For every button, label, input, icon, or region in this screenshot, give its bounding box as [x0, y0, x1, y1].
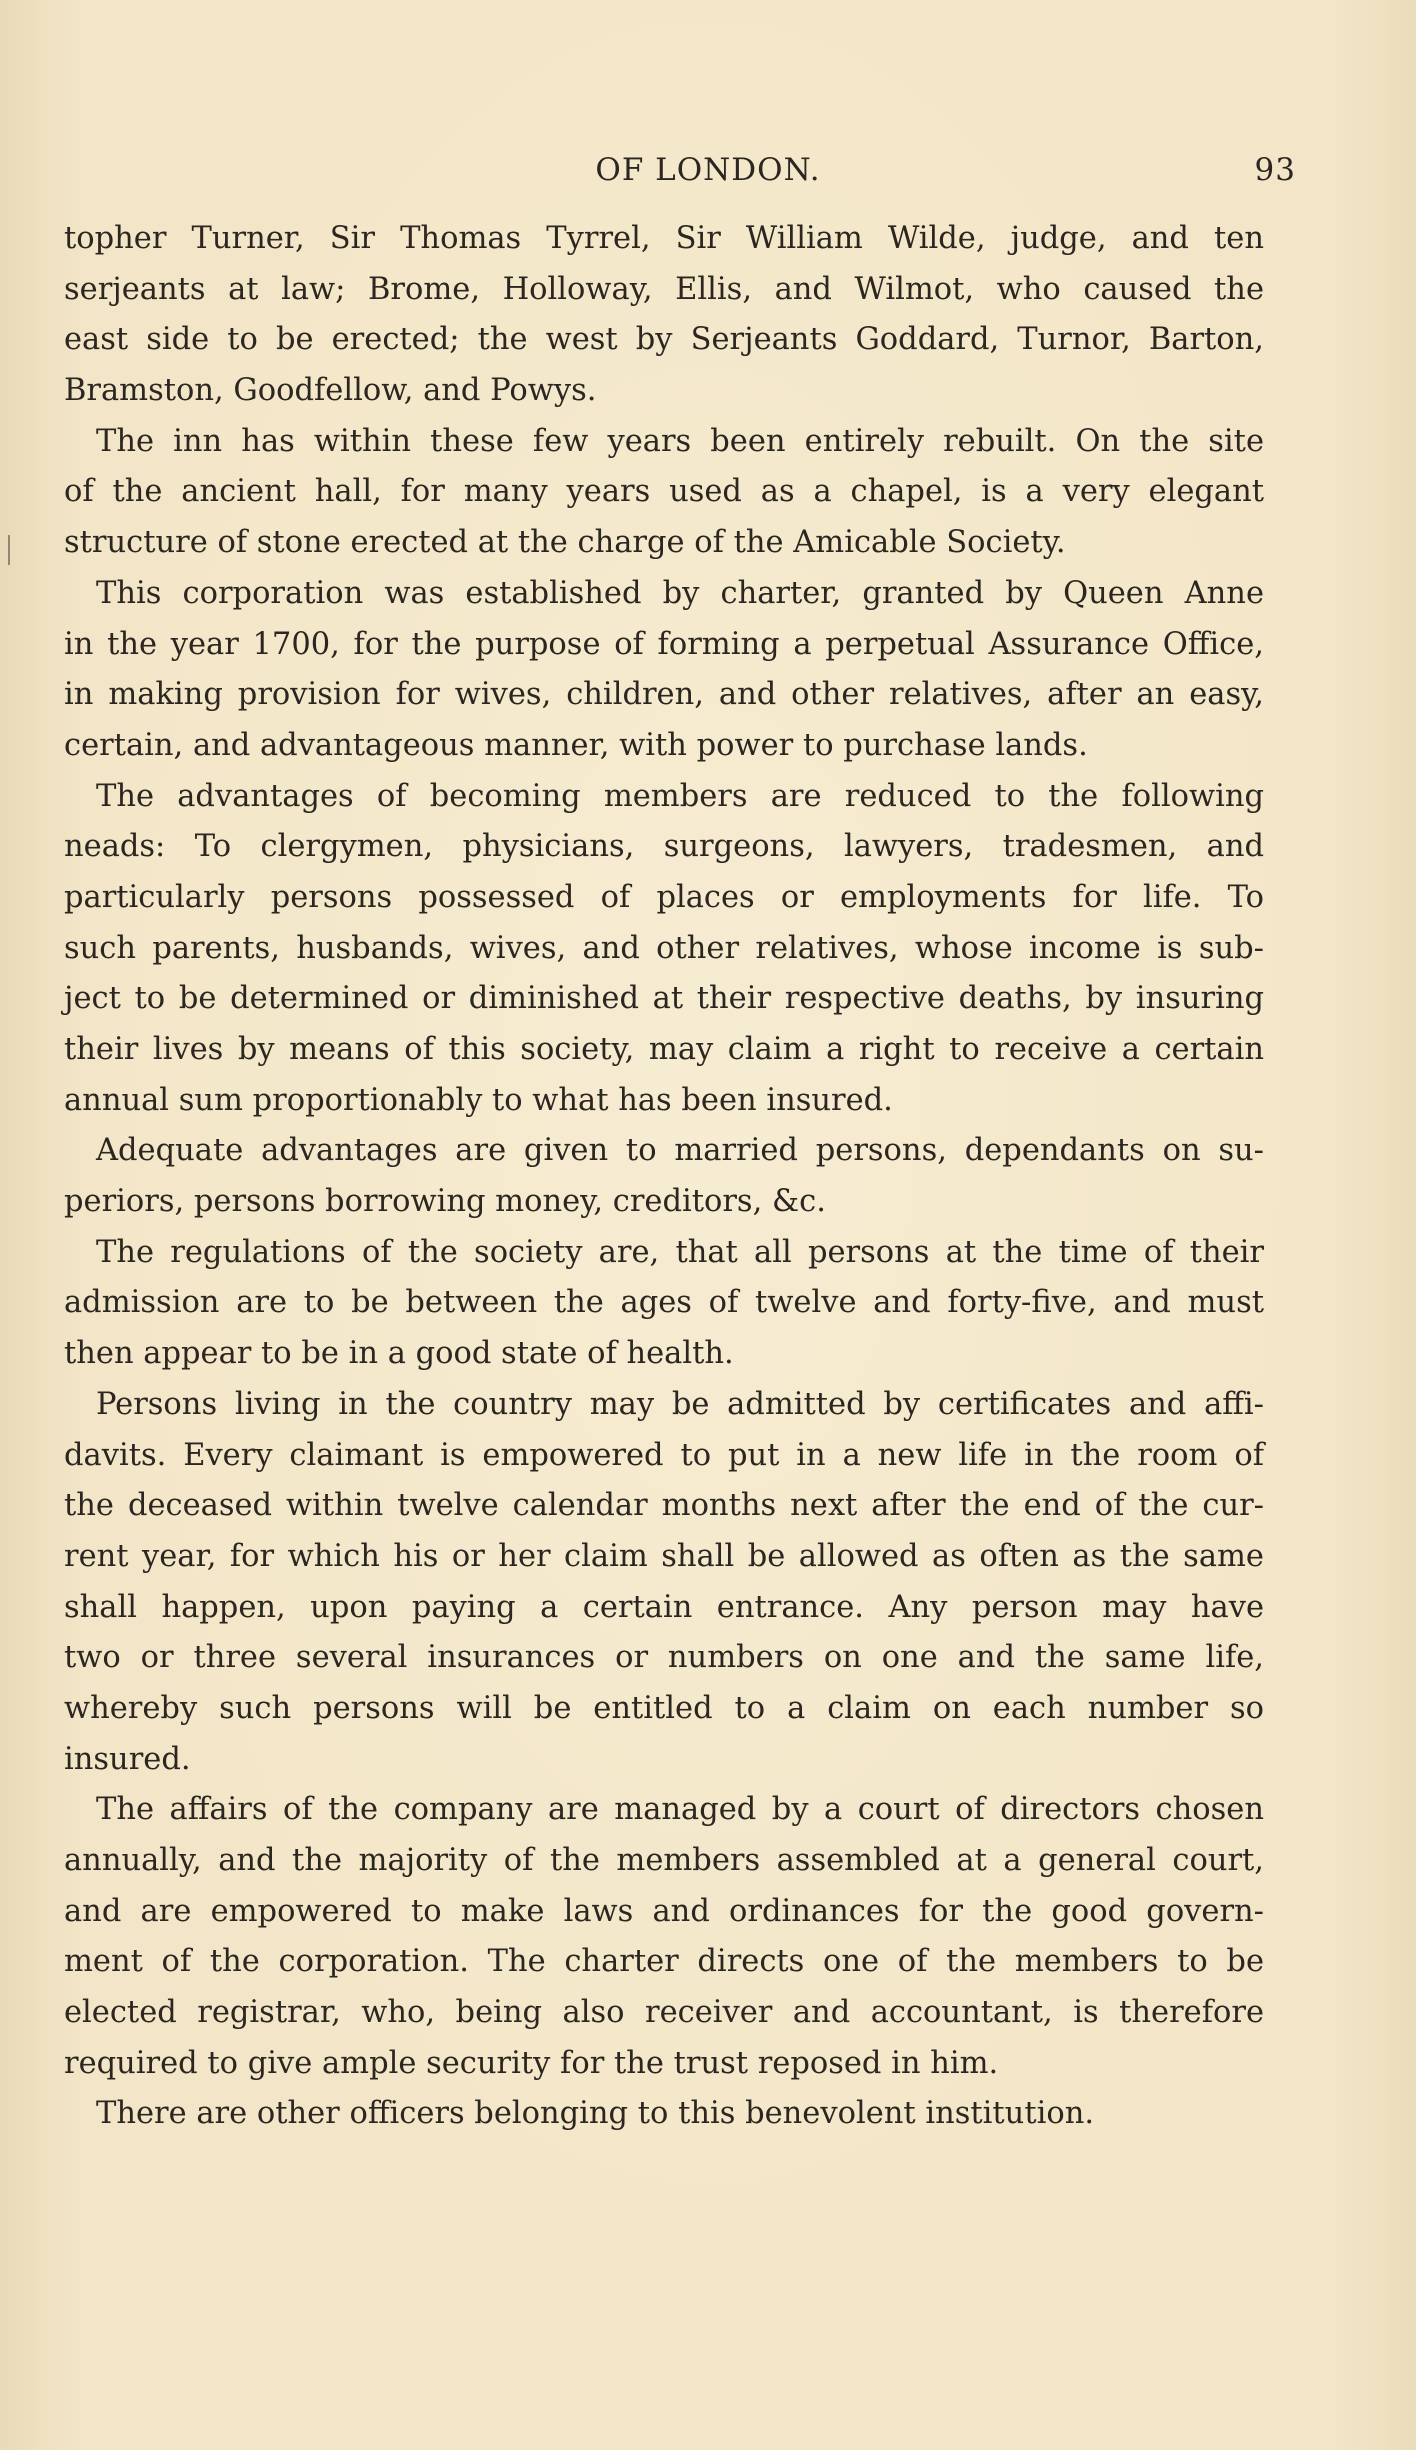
text-line: their lives by means of this society, may claim a right to receive a certain [64, 1032, 1264, 1067]
text-line: the deceased within twelve calendar months next after the end of the cur- [64, 1488, 1264, 1524]
text-line: davits. Every claimant is empowered to put in a new life in the room of [64, 1437, 1264, 1473]
text-line: The affairs of the company are managed by a court of directors chosen [96, 1792, 1264, 1828]
text-line: annually, and the majority of the members assembled at a general court, [64, 1843, 1264, 1878]
margin-mark [8, 535, 10, 565]
text-line: neads: To clergymen, physicians, surgeons, lawyers, tradesmen, and [64, 829, 1264, 865]
text-line: rent year, for which his or her claim shall be allowed as often as the same [64, 1538, 1264, 1574]
text-line: required to give ample security for the trust reposed in him. [64, 2045, 999, 2081]
text-line: insured. [64, 1741, 191, 1777]
text-line: This corporation was established by charter, granted by Queen Anne [96, 575, 1264, 611]
text-line: then appear to be in a good state of health. [64, 1336, 734, 1372]
text-line: There are other officers belonging to this benevolent institution. [96, 2096, 1095, 2132]
text-line: ject to be determined or diminished at their respective deaths, by insuring [64, 981, 1264, 1017]
text-line: admission are to be between the ages of twelve and forty-five, and must [64, 1285, 1264, 1321]
running-head [0, 150, 1416, 190]
text-line: certain, and advantageous manner, with power to purchase lands. [64, 727, 1088, 763]
text-line: particularly persons possessed of places or employments for life. To [64, 879, 1264, 915]
text-line: whereby such persons will be entitled to a claim on each number so [64, 1690, 1264, 1726]
text-line: in making provision for wives, children, and other relatives, after an easy, [64, 677, 1264, 713]
text-line: elected registrar, who, being also receiver and accountant, is therefore [64, 1995, 1264, 2031]
text-line: Persons living in the country may be admitted by certificates and affi- [96, 1386, 1264, 1422]
text-line: shall happen, upon paying a certain entrance. Any person may have [64, 1589, 1264, 1625]
text-line: Adequate advantages are given to married persons, dependants on su- [96, 1133, 1264, 1169]
text-line: east side to be erected; the west by Serjeants Goddard, Turnor, Barton, [64, 322, 1264, 358]
text-line: structure of stone erected at the charge of the Amicable Society. [64, 525, 1066, 561]
text-line: The inn has within these few years been entirely rebuilt. On the site [96, 423, 1264, 459]
running-title: OF LONDON. [595, 152, 821, 188]
text-line: The regulations of the society are, that all persons at the time of their [96, 1234, 1264, 1270]
text-line: two or three several insurances or numbers on one and the same life, [64, 1640, 1264, 1676]
text-line: and are empowered to make laws and ordinances for the good govern- [64, 1893, 1264, 1929]
text-line: of the ancient hall, for many years used as a chapel, is a very elegant [64, 474, 1264, 510]
text-line: Bramston, Goodfellow, and Powys. [64, 373, 597, 409]
text-line: serjeants at law; Brome, Holloway, Ellis, and Wilmot, who caused the [64, 271, 1264, 307]
text-line: periors, persons borrowing money, creditors, &c. [64, 1184, 826, 1220]
text-line: annual sum proportionably to what has been insured. [64, 1082, 893, 1118]
text-line: in the year 1700, for the purpose of forming a perpetual Assurance Office, [64, 626, 1264, 662]
text-line: topher Turner, Sir Thomas Tyrrel, Sir William Wilde, judge, and ten [64, 221, 1264, 256]
page-number: 93 [1254, 152, 1296, 188]
text-line: ment of the corporation. The charter directs one of the members to be [64, 1944, 1264, 1980]
body-text [64, 214, 1264, 2140]
text-line: such parents, husbands, wives, and other relatives, whose income is sub- [64, 930, 1264, 966]
text-line: The advantages of becoming members are reduced to the following [96, 778, 1264, 814]
